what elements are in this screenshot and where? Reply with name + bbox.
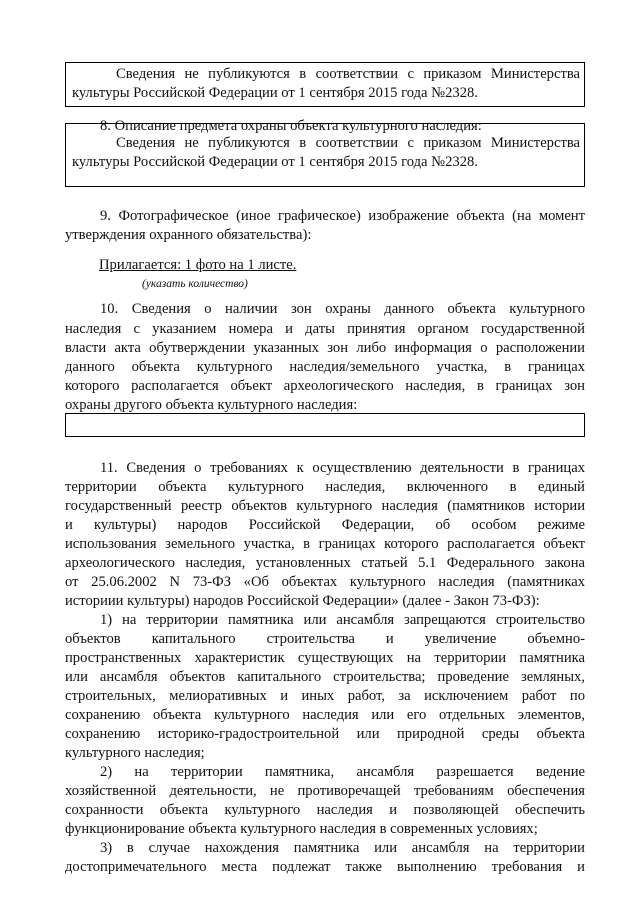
item-1-line-8: культурного наследия;: [65, 745, 205, 761]
item-2-line-2: хозяйственной деятельности, не противоречащей требованиям обеспечения: [65, 783, 585, 799]
section-11-line-7: от 25.06.2002 N 73-ФЗ «Об объектах культурного наследия (памятниках: [65, 574, 585, 590]
item-2-line-3: сохранности объекта культурного наследия и позволяющей обеспечить: [65, 802, 585, 818]
section-9-line-1: 9. Фотографическое (иное графическое) изображение объекта (на момент: [100, 208, 585, 224]
section-11-line-2: территории объекта культурного наследия, включенного в единый: [65, 479, 585, 495]
section-11-line-6: археологического наследия, установленных статьей 5.1 Федерального закона: [65, 555, 585, 571]
item-1-line-6: сохранению объекта культурного наследия или его отдельных элементов,: [65, 707, 585, 723]
attachment-text: Прилагается: 1 фото на 1 листе.: [99, 257, 297, 273]
section-11-line-1: 11. Сведения о требованиях к осуществлению деятельности в границах: [100, 460, 585, 476]
section-10-line-4: данного объекта культурного наследия/земельного участка, в границах: [65, 359, 585, 375]
item-2-line-4: функционирование объекта культурного наследия в современных условиях;: [65, 821, 538, 837]
item-1-line-5: строительных, мелиоративных и иных работ, за исключением работ по: [65, 688, 585, 704]
section-11-line-8: историии культуры) народов Российской Федерации» (далее - Закон 73-ФЗ):: [65, 593, 540, 609]
section-8-heading: 8. Описание предмета охраны объекта культурного наследия:: [100, 118, 482, 134]
section-11-line-3: государственный реестр объектов культурного наследия (памятников истории: [65, 498, 585, 514]
item-3-line-2: достопримечательного места подлежат также выполнению требования и: [65, 859, 585, 875]
notice-8-line-1: Сведения не публикуются в соответствии с приказом Министерства: [116, 135, 580, 151]
notice-top-line-2: культуры Российской Федерации от 1 сентября 2015 года №2328.: [72, 85, 478, 101]
section-10-line-1: 10. Сведения о наличии зон охраны данного объекта культурного: [100, 301, 585, 317]
section-10-line-2: наследия с указанием номера и даты принятия органом государственной: [65, 321, 585, 337]
item-1-line-1: 1) на территории памятника или ансамбля запрещаются строительство: [100, 612, 585, 628]
item-1-line-7: сохранению историко-градостроительной или природной среды объекта: [65, 726, 585, 742]
item-1-line-3: пространственных характеристик существующих на территории памятника: [65, 650, 585, 666]
attachment-hint: (указать количество): [142, 278, 248, 290]
item-3-line-1: 3) в случае нахождения памятника или ансамбля на территории: [100, 840, 585, 856]
notice-top-line-1: Сведения не публикуются в соответствии с приказом Министерства: [116, 66, 580, 82]
section-9-line-2: утверждения охранного обязательства):: [65, 227, 312, 243]
item-1-line-2: объектов капитального строительства и увеличение объемно-: [65, 631, 585, 647]
notice-8-line-2: культуры Российской Федерации от 1 сентября 2015 года №2328.: [72, 154, 478, 170]
section-11-line-4: и культуры) народов Российской Федерации, об особом режиме: [65, 517, 585, 533]
section-10-line-6: охраны другого объекта культурного наследия:: [65, 397, 358, 413]
item-1-line-4: или ансамбля объектов капитального строительства; проведение земляных,: [65, 669, 585, 685]
section-10-line-5: которого располагается объект археологического наследия, в границах зон: [65, 378, 585, 394]
item-2-line-1: 2) на территории памятника, ансамбля разрешается ведение: [100, 764, 585, 780]
section-10-line-3: власти акта обутверждении указанных зон либо информация о расположении: [65, 340, 585, 356]
protection-zones-box: [65, 413, 585, 437]
section-11-line-5: использования земельного участка, в границах которого располагается объект: [65, 536, 585, 552]
